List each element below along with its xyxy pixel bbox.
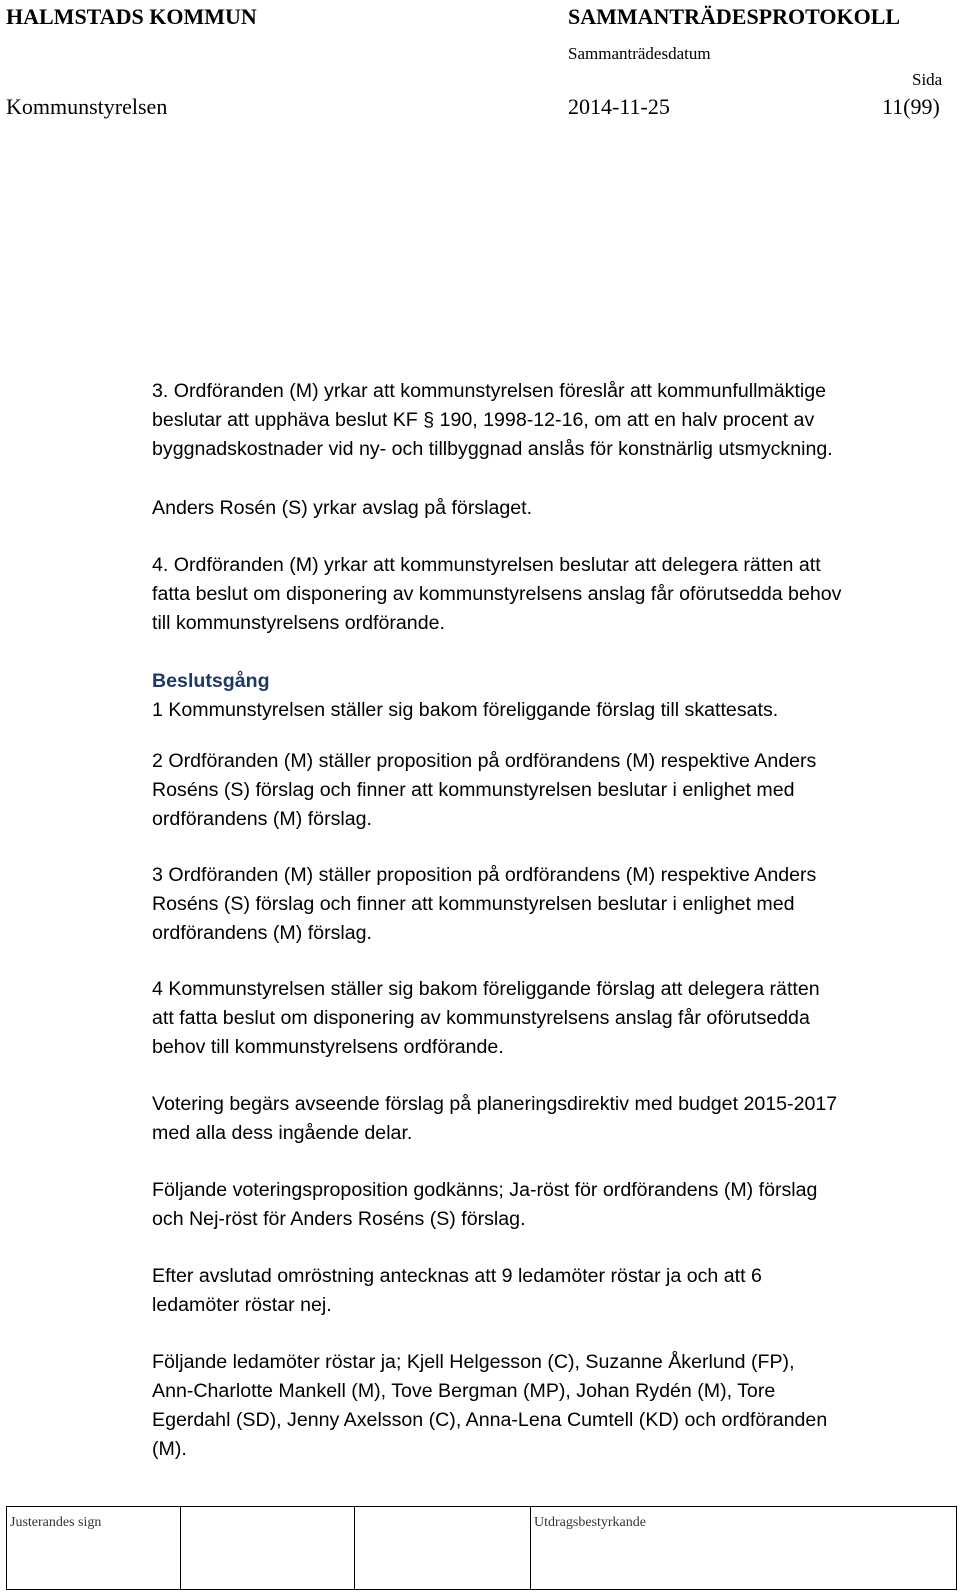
decision-heading: Beslutsgång bbox=[152, 670, 270, 692]
decision-1: 1 Kommunstyrelsen ställer sig bakom föreliggande förslag till skattesats. bbox=[152, 699, 779, 721]
paragraph-line: Roséns (S) förslag och finner att kommunstyrelsen beslutar i enlighet med bbox=[152, 893, 795, 915]
vote-request bbox=[152, 1090, 952, 1148]
utdragsbestyrkande-cell bbox=[531, 1507, 957, 1590]
decision-4 bbox=[152, 975, 952, 1062]
paragraph-line: Ann-Charlotte Mankell (M), Tove Bergman (MP), Johan Rydén (M), Tore bbox=[152, 1380, 776, 1402]
page-label: Sida bbox=[912, 70, 943, 89]
paragraph-line: byggnadskostnader vid ny- och tillbyggnad anslås för konstnärlig utsmyckning. bbox=[152, 438, 833, 460]
paragraph-line: ordförandens (M) förslag. bbox=[152, 808, 372, 830]
meeting-date-label: Sammanträdesdatum bbox=[568, 44, 711, 63]
paragraph-line: 4. Ordföranden (M) yrkar att kommunstyrelsen beslutar att delegera rätten att bbox=[152, 554, 821, 576]
decision-section bbox=[152, 667, 952, 725]
paragraph-line: fatta beslut om disponering av kommunstyrelsens anslag får oförutsedda behov bbox=[152, 583, 842, 605]
vote-result bbox=[152, 1262, 952, 1320]
paragraph-line: Roséns (S) förslag och finner att kommunstyrelsen beslutar i enlighet med bbox=[152, 779, 795, 801]
paragraph-line: Anders Rosén (S) yrkar avslag på förslaget. bbox=[152, 497, 533, 519]
paragraph-line: till kommunstyrelsens ordförande. bbox=[152, 612, 445, 634]
vote-proposition bbox=[152, 1176, 952, 1234]
paragraph-line: att fatta beslut om disponering av kommunstyrelsens anslag får oförutsedda bbox=[152, 1007, 810, 1029]
paragraph-line: 3. Ordföranden (M) yrkar att kommunstyrelsen föreslår att kommunfullmäktige bbox=[152, 380, 827, 402]
paragraph-line: ledamöter röstar nej. bbox=[152, 1294, 332, 1316]
proposal-4 bbox=[152, 551, 952, 638]
paragraph-line: och Nej-röst för Anders Roséns (S) förslag. bbox=[152, 1208, 526, 1230]
justerandes-sign-label: Justerandes sign bbox=[10, 1515, 102, 1530]
paragraph-line: ordförandens (M) förslag. bbox=[152, 922, 372, 944]
utdragsbestyrkande-label: Utdragsbestyrkande bbox=[534, 1515, 646, 1530]
paragraph-line: Följande voteringsproposition godkänns; Ja-röst för ordförandens (M) förslag bbox=[152, 1179, 818, 1201]
decision-2 bbox=[152, 747, 952, 834]
paragraph-line: Votering begärs avseende förslag på planeringsdirektiv med budget 2015-2017 bbox=[152, 1093, 838, 1115]
page-number: 11(99) bbox=[882, 94, 940, 119]
paragraph-line: 4 Kommunstyrelsen ställer sig bakom föreliggande förslag att delegera rätten bbox=[152, 978, 820, 1000]
decision-3 bbox=[152, 861, 952, 948]
signature-cell bbox=[181, 1507, 355, 1590]
paragraph-line: beslutar att upphäva beslut KF § 190, 1998-12-16, om att en halv procent av bbox=[152, 409, 815, 431]
rosen-motion bbox=[152, 494, 952, 523]
paragraph-line: (M). bbox=[152, 1438, 187, 1460]
paragraph-line: behov till kommunstyrelsens ordförande. bbox=[152, 1036, 504, 1058]
proposal-3 bbox=[152, 377, 952, 464]
signature-cell bbox=[355, 1507, 531, 1590]
justerandes-sign-cell bbox=[7, 1507, 181, 1590]
committee-name: Kommunstyrelsen bbox=[6, 94, 168, 119]
paragraph-line: 2 Ordföranden (M) ställer proposition på ordförandens (M) respektive Anders bbox=[152, 750, 817, 772]
paragraph-line: med alla dess ingående delar. bbox=[152, 1122, 413, 1144]
meeting-date: 2014-11-25 bbox=[568, 94, 670, 119]
document-type: SAMMANTRÄDESPROTOKOLL bbox=[568, 4, 901, 29]
organization-name: HALMSTADS KOMMUN bbox=[6, 4, 257, 29]
paragraph-line: Egerdahl (SD), Jenny Axelsson (C), Anna-Lena Cumtell (KD) och ordföranden bbox=[152, 1409, 828, 1431]
yes-voters bbox=[152, 1348, 952, 1464]
signature-table bbox=[6, 1506, 957, 1590]
paragraph-line: 3 Ordföranden (M) ställer proposition på ordförandens (M) respektive Anders bbox=[152, 864, 817, 886]
paragraph-line: Efter avslutad omröstning antecknas att 9 ledamöter röstar ja och att 6 bbox=[152, 1265, 762, 1287]
paragraph-line: Följande ledamöter röstar ja; Kjell Helgesson (C), Suzanne Åkerlund (FP), bbox=[152, 1351, 795, 1373]
